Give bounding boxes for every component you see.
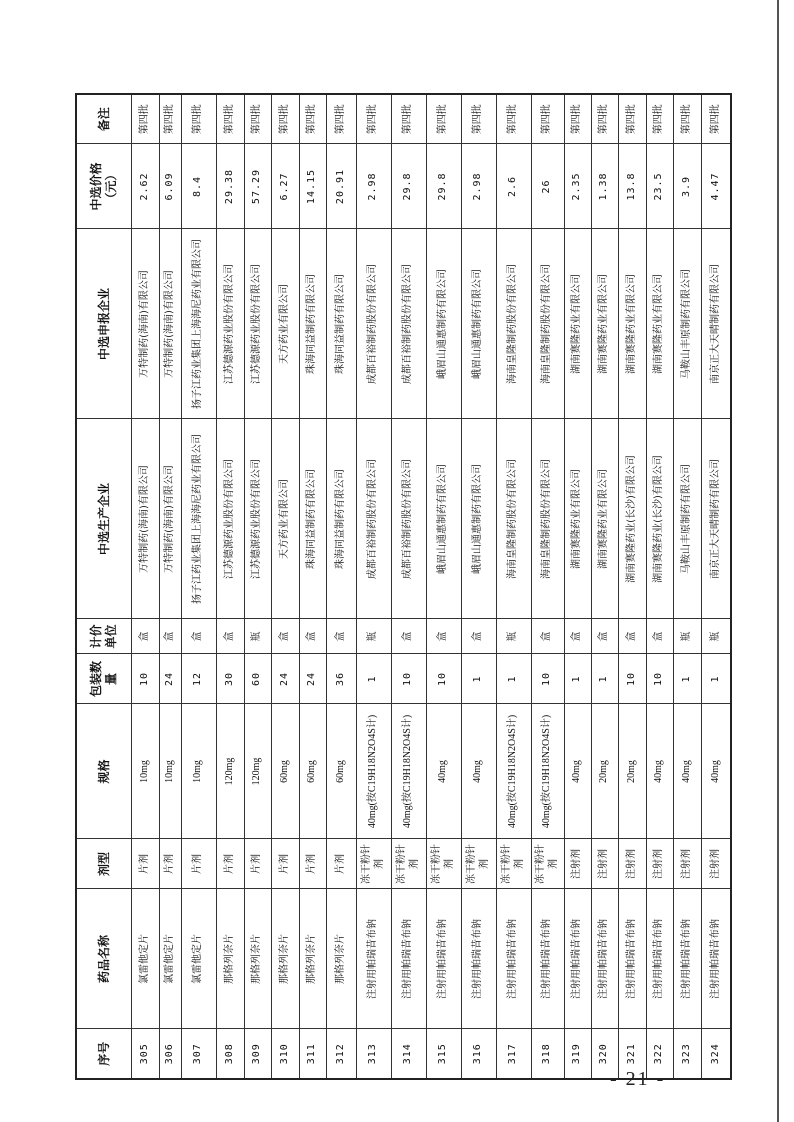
cell-producer: 海南皇隆制药股份有限公司 [496,419,531,619]
cell-seq: 324 [701,1029,731,1079]
cell-unit: 盒 [646,619,673,654]
cell-applicant: 万特制药(海南)有限公司 [159,229,181,419]
cell-name: 氯雷他定片 [181,889,216,1029]
cell-note: 第四批 [564,94,591,144]
cell-unit: 盒 [531,619,564,654]
cell-note: 第四批 [356,94,391,144]
cell-note: 第四批 [461,94,496,144]
cell-name: 注射用帕瑞昔布钠 [646,889,673,1029]
cell-pack-qty: 10 [131,654,159,704]
cell-price: 26 [531,144,564,229]
cell-pack-qty: 1 [564,654,591,704]
cell-unit: 盒 [299,619,326,654]
cell-spec: 40mg [564,704,591,839]
table-row [564,94,591,1079]
cell-name: 那格列奈片 [299,889,326,1029]
cell-pack-qty: 1 [673,654,701,704]
cell-spec: 40mg [426,704,461,839]
cell-price: 3.9 [673,144,701,229]
cell-producer: 湖南赛隆药业有限公司 [564,419,591,619]
cell-spec: 40mg [701,704,731,839]
table-row [673,94,701,1079]
cell-price: 4.47 [701,144,731,229]
cell-pack-qty: 1 [591,654,618,704]
cell-pack-qty: 1 [701,654,731,704]
cell-price: 2.62 [131,144,159,229]
cell-producer: 成都百裕制药股份有限公司 [391,419,426,619]
cell-spec: 60mg [326,704,356,839]
cell-applicant: 成都百裕制药股份有限公司 [391,229,426,419]
cell-pack-qty: 36 [326,654,356,704]
cell-seq: 310 [271,1029,299,1079]
cell-price: 2.98 [356,144,391,229]
cell-applicant: 珠海同益制药有限公司 [299,229,326,419]
cell-note: 第四批 [591,94,618,144]
cell-pack-qty: 30 [216,654,244,704]
cell-pack-qty: 1 [461,654,496,704]
cell-note: 第四批 [271,94,299,144]
cell-name: 注射用帕瑞昔布钠 [391,889,426,1029]
cell-form: 冻干粉针剂 [531,839,564,889]
cell-seq: 305 [131,1029,159,1079]
table-row [131,94,159,1079]
rotated-table-wrapper [75,95,730,1080]
cell-pack-qty: 10 [646,654,673,704]
cell-note: 第四批 [391,94,426,144]
cell-price: 1.38 [591,144,618,229]
cell-form: 注射剂 [564,839,591,889]
cell-price: 20.91 [326,144,356,229]
cell-pack-qty: 10 [426,654,461,704]
cell-producer: 扬子江药业集团上海海尼药业有限公司 [181,419,216,619]
cell-name: 注射用帕瑞昔布钠 [426,889,461,1029]
cell-applicant: 成都百裕制药股份有限公司 [356,229,391,419]
cell-unit: 盒 [131,619,159,654]
cell-producer: 湖南赛隆药业(长沙)有限公司 [646,419,673,619]
cell-producer: 峨眉山通惠制药有限公司 [461,419,496,619]
cell-note: 第四批 [181,94,216,144]
table-row [531,94,564,1079]
cell-note: 第四批 [326,94,356,144]
cell-form: 注射剂 [618,839,646,889]
cell-spec: 120mg [216,704,244,839]
cell-form: 注射剂 [591,839,618,889]
cell-pack-qty: 10 [618,654,646,704]
header-name: 药品名称 [76,889,131,1029]
table-row [618,94,646,1079]
cell-seq: 314 [391,1029,426,1079]
cell-name: 那格列奈片 [326,889,356,1029]
table-row [701,94,731,1079]
cell-seq: 312 [326,1029,356,1079]
cell-note: 第四批 [131,94,159,144]
cell-pack-qty: 10 [531,654,564,704]
cell-form: 片剂 [299,839,326,889]
table-row [646,94,673,1079]
cell-note: 第四批 [646,94,673,144]
cell-applicant: 湖南赛隆药业有限公司 [646,229,673,419]
cell-price: 2.35 [564,144,591,229]
cell-applicant: 万特制药(海南)有限公司 [131,229,159,419]
cell-spec: 40mg(按C19H18N2O4S计) [391,704,426,839]
cell-applicant: 南京正大天晴制药有限公司 [701,229,731,419]
cell-applicant: 海南皇隆制药股份有限公司 [496,229,531,419]
cell-unit: 瓶 [673,619,701,654]
cell-applicant: 海南皇隆制药股份有限公司 [531,229,564,419]
cell-producer: 湖南赛隆药业(长沙)有限公司 [618,419,646,619]
cell-producer: 海南皇隆制药股份有限公司 [531,419,564,619]
cell-pack-qty: 60 [244,654,271,704]
cell-unit: 盒 [426,619,461,654]
cell-spec: 60mg [299,704,326,839]
cell-unit: 盒 [391,619,426,654]
cell-name: 注射用帕瑞昔布钠 [618,889,646,1029]
cell-note: 第四批 [426,94,461,144]
cell-note: 第四批 [216,94,244,144]
cell-spec: 40mg(按C19H18N2O4S计) [496,704,531,839]
cell-pack-qty: 24 [299,654,326,704]
cell-unit: 瓶 [496,619,531,654]
cell-name: 注射用帕瑞昔布钠 [591,889,618,1029]
cell-spec: 40mg [646,704,673,839]
cell-spec: 10mg [181,704,216,839]
cell-spec: 40mg [673,704,701,839]
cell-name: 注射用帕瑞昔布钠 [701,889,731,1029]
cell-spec: 20mg [591,704,618,839]
cell-seq: 317 [496,1029,531,1079]
cell-applicant: 珠海同益制药有限公司 [326,229,356,419]
header-applicant: 中选申报企业 [76,229,131,419]
header-producer: 中选生产企业 [76,419,131,619]
cell-note: 第四批 [673,94,701,144]
cell-applicant: 马鞍山丰原制药有限公司 [673,229,701,419]
table-row [591,94,618,1079]
cell-seq: 319 [564,1029,591,1079]
cell-form: 注射剂 [646,839,673,889]
cell-form: 片剂 [131,839,159,889]
cell-form: 注射剂 [701,839,731,889]
cell-unit: 盒 [564,619,591,654]
cell-unit: 瓶 [244,619,271,654]
table-row [356,94,391,1079]
cell-producer: 湖南赛隆药业有限公司 [591,419,618,619]
cell-producer: 马鞍山丰原制药有限公司 [673,419,701,619]
table-row [299,94,326,1079]
cell-seq: 306 [159,1029,181,1079]
cell-pack-qty: 1 [496,654,531,704]
cell-price: 6.27 [271,144,299,229]
cell-pack-qty: 24 [271,654,299,704]
cell-name: 那格列奈片 [244,889,271,1029]
cell-unit: 瓶 [356,619,391,654]
cell-seq: 307 [181,1029,216,1079]
cell-name: 注射用帕瑞昔布钠 [496,889,531,1029]
cell-pack-qty: 24 [159,654,181,704]
table-header-row [76,94,131,1079]
cell-form: 片剂 [216,839,244,889]
cell-price: 13.8 [618,144,646,229]
cell-note: 第四批 [299,94,326,144]
cell-applicant: 湖南赛隆药业有限公司 [591,229,618,419]
cell-seq: 311 [299,1029,326,1079]
cell-form: 冻干粉针剂 [461,839,496,889]
cell-producer: 南京正大天晴制药有限公司 [701,419,731,619]
cell-applicant: 扬子江药业集团上海海尼药业有限公司 [181,229,216,419]
cell-pack-qty: 12 [181,654,216,704]
cell-unit: 盒 [591,619,618,654]
cell-unit: 瓶 [701,619,731,654]
cell-spec: 40mg [461,704,496,839]
header-note: 备注 [76,94,131,144]
cell-unit: 盒 [216,619,244,654]
table-row [159,94,181,1079]
cell-seq: 313 [356,1029,391,1079]
cell-spec: 20mg [618,704,646,839]
cell-name: 那格列奈片 [271,889,299,1029]
cell-spec: 10mg [159,704,181,839]
header-spec: 规格 [76,704,131,839]
table-row [461,94,496,1079]
table-row [181,94,216,1079]
cell-form: 片剂 [181,839,216,889]
cell-note: 第四批 [159,94,181,144]
cell-name: 注射用帕瑞昔布钠 [531,889,564,1029]
cell-name: 注射用帕瑞昔布钠 [564,889,591,1029]
cell-producer: 峨眉山通惠制药有限公司 [426,419,461,619]
cell-form: 冻干粉针剂 [391,839,426,889]
cell-unit: 盒 [326,619,356,654]
cell-name: 氯雷他定片 [131,889,159,1029]
cell-spec: 120mg [244,704,271,839]
cell-price: 23.5 [646,144,673,229]
table-row [426,94,461,1079]
cell-seq: 321 [618,1029,646,1079]
cell-producer: 江苏德源药业股份有限公司 [244,419,271,619]
cell-pack-qty: 1 [356,654,391,704]
cell-applicant: 江苏德源药业股份有限公司 [244,229,271,419]
cell-unit: 盒 [618,619,646,654]
page-edge-line [777,0,779,1122]
cell-seq: 318 [531,1029,564,1079]
cell-price: 14.15 [299,144,326,229]
cell-applicant: 天方药业有限公司 [271,229,299,419]
cell-price: 2.98 [461,144,496,229]
table-row [216,94,244,1079]
cell-spec: 40mg(按C19H18N2O4S计) [356,704,391,839]
cell-spec: 10mg [131,704,159,839]
cell-price: 29.38 [216,144,244,229]
table-row [271,94,299,1079]
header-price: 中选价格（元） [76,144,131,229]
cell-applicant: 峨眉山通惠制药有限公司 [461,229,496,419]
cell-note: 第四批 [531,94,564,144]
cell-form: 片剂 [159,839,181,889]
cell-seq: 320 [591,1029,618,1079]
cell-form: 冻干粉针剂 [496,839,531,889]
cell-note: 第四批 [244,94,271,144]
cell-seq: 308 [216,1029,244,1079]
cell-seq: 316 [461,1029,496,1079]
cell-producer: 天方药业有限公司 [271,419,299,619]
cell-seq: 322 [646,1029,673,1079]
cell-name: 注射用帕瑞昔布钠 [461,889,496,1029]
header-unit: 计价单位 [76,619,131,654]
cell-unit: 盒 [271,619,299,654]
cell-price: 57.29 [244,144,271,229]
cell-spec: 60mg [271,704,299,839]
cell-price: 2.6 [496,144,531,229]
cell-note: 第四批 [701,94,731,144]
cell-producer: 珠海同益制药有限公司 [326,419,356,619]
cell-pack-qty: 10 [391,654,426,704]
cell-name: 注射用帕瑞昔布钠 [356,889,391,1029]
cell-form: 注射剂 [673,839,701,889]
table-row [244,94,271,1079]
cell-form: 冻干粉针剂 [426,839,461,889]
cell-price: 8.4 [181,144,216,229]
cell-price: 29.8 [426,144,461,229]
cell-spec: 40mg(按C19H18N2O4S计) [531,704,564,839]
cell-applicant: 峨眉山通惠制药有限公司 [426,229,461,419]
cell-price: 29.8 [391,144,426,229]
cell-producer: 江苏德源药业股份有限公司 [216,419,244,619]
cell-name: 那格列奈片 [216,889,244,1029]
cell-note: 第四批 [618,94,646,144]
cell-seq: 315 [426,1029,461,1079]
table-row [496,94,531,1079]
cell-producer: 万特制药(海南)有限公司 [131,419,159,619]
cell-name: 氯雷他定片 [159,889,181,1029]
cell-form: 片剂 [326,839,356,889]
cell-seq: 323 [673,1029,701,1079]
cell-producer: 万特制药(海南)有限公司 [159,419,181,619]
cell-name: 注射用帕瑞昔布钠 [673,889,701,1029]
cell-producer: 珠海同益制药有限公司 [299,419,326,619]
cell-applicant: 湖南赛隆药业有限公司 [618,229,646,419]
header-pack-qty: 包装数量 [76,654,131,704]
header-form: 剂型 [76,839,131,889]
cell-price: 6.09 [159,144,181,229]
cell-unit: 盒 [461,619,496,654]
cell-applicant: 江苏德源药业股份有限公司 [216,229,244,419]
drug-selection-table [75,93,732,1080]
cell-unit: 盒 [181,619,216,654]
cell-applicant: 湖南赛隆药业有限公司 [564,229,591,419]
table-row [326,94,356,1079]
header-seq: 序号 [76,1029,131,1079]
page-number: - 21 - [610,1068,666,1090]
table-row [391,94,426,1079]
cell-form: 冻干粉针剂 [356,839,391,889]
cell-producer: 成都百裕制药股份有限公司 [356,419,391,619]
cell-form: 片剂 [271,839,299,889]
cell-seq: 309 [244,1029,271,1079]
cell-note: 第四批 [496,94,531,144]
cell-form: 片剂 [244,839,271,889]
cell-unit: 盒 [159,619,181,654]
